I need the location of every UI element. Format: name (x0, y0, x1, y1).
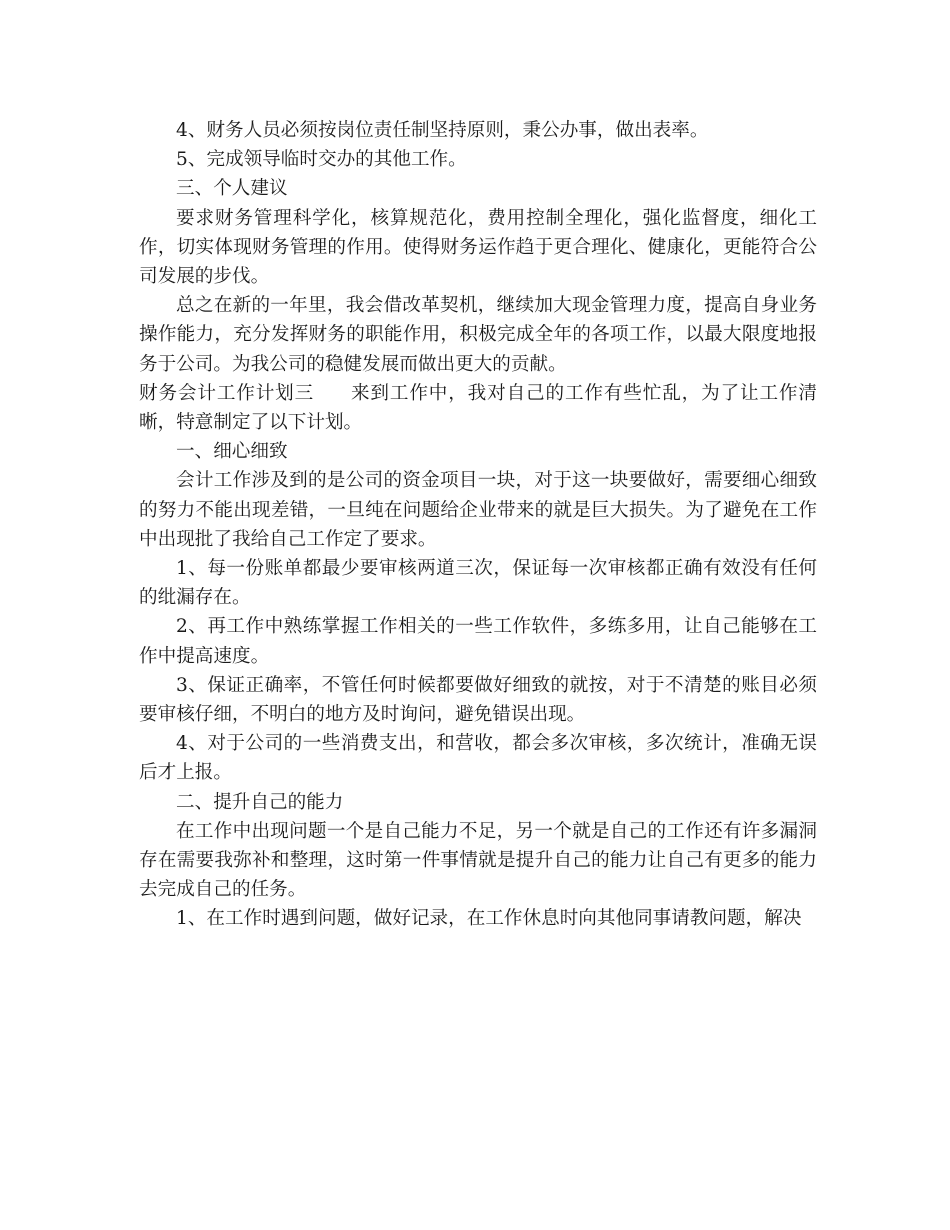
paragraph-conclusion: 总之在新的一年里，我会借改革契机，继续加大现金管理力度，提高自身业务操作能力，充分发挥财务的职能作用，积极完成全年的各项工作，以最大限度地报务于公司。为我公司的稳健发展而做出更大的贡献。 (139, 295, 817, 375)
paragraph-item-4-staff-principles: 4、财务人员必须按岗位责任制坚持原则，秉公办事，做出表率。 (176, 120, 709, 141)
paragraph-management-requirements: 要求财务管理科学化，核算规范化，费用控制全理化，强化监督度，细化工作，切实体现财务管理的作用。使得财务运作趋于更合理化、健康化，更能符合公司发展的步伐。 (139, 207, 817, 288)
section-heading-improve-ability: 二、提升自己的能力 (176, 791, 344, 813)
paragraph-item-4-expenses: 4、对于公司的一些消费支出，和营收，都会多次审核，多次统计，准确无误后才上报。 (139, 733, 817, 784)
section-heading-personal-suggestions: 三、个人建议 (176, 178, 288, 200)
paragraph-item-1-record-problems: 1、在工作时遇到问题，做好记录，在工作休息时向其他同事请教问题，解决 (176, 908, 802, 930)
plan-three-intro (139, 379, 817, 437)
plan-three-heading: 财务会计工作计划三 (139, 382, 315, 404)
paragraph-accounting-care: 会计工作涉及到的是公司的资金项目一块，对于这一块要做好，需要细心细致的努力不能出现差错，一旦纯在问题给企业带来的就是巨大损失。为了避免在工作中出现批了我给自己工作定了要求。 (139, 470, 817, 550)
paragraph-item-1-review-bills: 1、每一份账单都最少要审核两道三次，保证每一次审核都正确有效没有任何的纰漏存在。 (139, 558, 817, 609)
document-body (139, 116, 817, 934)
plan-three-intro-text: 来到工作中，我对自己的工作有些忙乱，为了让工作清晰，特意制定了以下计划。 (139, 382, 817, 434)
paragraph-item-2-software: 2、再工作中熟练掌握工作相关的一些工作软件，多练多用，让自己能够在工作中提高速度。 (139, 616, 817, 667)
paragraph-item-5-temporary-tasks: 5、完成领导临时交办的其他工作。 (176, 149, 467, 171)
section-heading-careful: 一、细心细致 (176, 441, 288, 463)
paragraph-item-3-accuracy: 3、保证正确率，不管任何时候都要做好细致的就按，对于不清楚的账目必须要审核仔细，不明白的地方及时询问，避免错误出现。 (139, 674, 817, 726)
paragraph-ability-problems: 在工作中出现问题一个是自己能力不足，另一个就是自己的工作还有许多漏洞存在需要我弥补和整理，这时第一件事情就是提升自己的能力让自己有更多的能力去完成自己的任务。 (139, 820, 817, 901)
